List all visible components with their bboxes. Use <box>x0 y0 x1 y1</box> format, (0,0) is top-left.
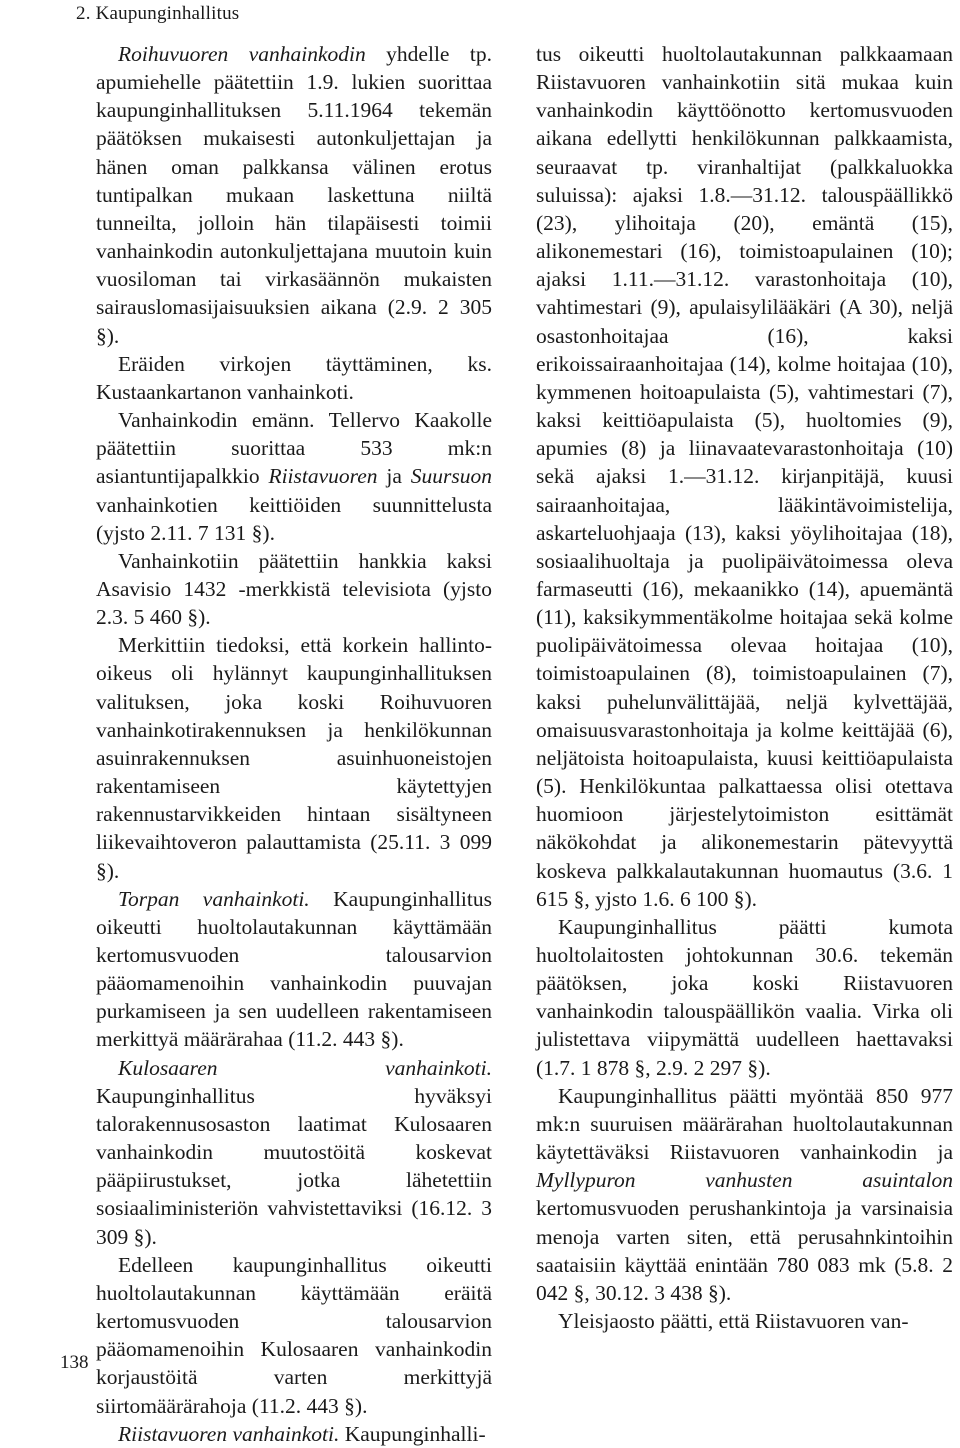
right-column <box>536 40 953 1335</box>
section-title-kulosaari: Kulosaaren vanhainkoti. <box>118 1055 492 1080</box>
paragraph-henkilokunta: tus oikeutti huoltolautakunnan palkkaamaan Riistavuoren vanhainkotiin sitä mukaa kuin vanhainkodin käyttöönotto kertomusvuoden aikana edellytti henkilökunnan palkkaamista, seuraavat tp. viranhaltijat (palkkaluokka suluissa): ajaksi 1.8.—31.12. talouspäällikkö (23), ylihoitaja (20), emäntä (15), alikonemestari (16), toimistoapulainen (10); ajaksi 1.11.—31.12. varastonhoitaja (10), vahtimestari (9), apulaisylilääkäri (A 30), neljä osastonhoitajaa (16), kaksi erikoissairaanhoitajaa (14), kolme hoitajaa (10), kymmenen hoitoapulaista (5), vahtimestari (7), kaksi keittiöapulaista (5), huoltomies (9), apumies (8) ja liinavaatevarastonhoitaja (10) sekä ajaksi 1.—31.12. kirjanpitäjä, kuusi sairaanhoitajaa, lääkintävoimistelija, askarteluohjaaja (13), kaksi yöylihoitajaa (18), sosiaalihuoltaja ja puolipäivätoimessa oleva farmaseutti (16), mekaanikko (14), apuemäntä (11), kaksikymmentäkolme hoitajaa sekä kolme puolipäivätoimessa olevaa hoitajaa (10), toimistoapulainen (8), toimistoapulainen (7), kaksi puhelunvälittäjää, neljä kylvettäjää, omaisuusvarastonhoitaja ja kolme keittäjää (6), neljätoista hoitoapulaista, kuusi keittiöapulaista (5). Henkilökuntaa palkattaessa olisi otettava huomioon järjestelytoimiston esittämät näkökohdat ja alikonemestarin pätevyyttä koskeva palkkalautakunnan huomautus (3.6. 1 615 §, yjsto 1.6. 6 100 §). <box>536 42 953 911</box>
italic-name-suursuo: Suursuon <box>410 464 492 489</box>
italic-name-riistavuori: Riistavuoren <box>268 464 378 489</box>
paragraph-kulosaari-korjaus: Edelleen kaupunginhallitus oikeutti huoltolautakunnan käyttämään eräitä kertomusvuoden talousarvion pääomamenoihin Kulosaaren vanhainkodin korjaustöitä varten merkittyjä siirtomäärärahoja (11.2. 443 §). <box>96 1252 492 1418</box>
paragraph-text: Tellervo Kaakolle päätettiin suorittaa 533 mk:n asiantuntijapalkkio <box>96 408 492 489</box>
paragraph-riistavuori <box>96 1420 492 1448</box>
section-title-torppa: Torpan vanhainkoti. <box>118 886 310 911</box>
paragraph-text: Kaupunginhallitus päätti myöntää 850 977 mk:n suuruisen määrärahan huoltolautakunnan käytettäväksi Riistavuoren vanhainkodin ja <box>536 1083 953 1165</box>
paragraph-maararaha <box>536 1082 953 1307</box>
paragraph-text: ja <box>377 464 411 489</box>
left-column <box>96 40 492 1448</box>
paragraph-talouspaallikko: Kaupunginhallitus päätti kumota huoltolaitosten johtokunnan 30.6. tekemän päätöksen, joka koski Riistavuoren vanhainkodin talouspäällikön vaalia. Virka oli julistettava viipymättä uudelleen haettavaksi (1.7. 1 878 §, 2.9. 2 297 §). <box>536 914 953 1080</box>
italic-name-myllypuro: Myllypuron vanhusten asuintalon <box>536 1168 953 1193</box>
paragraph-televisiot: Vanhainkotiin päätettiin hankkia kaksi Asavisio 1432 -merkkistä televisiota (yjsto 2.3. 5 460 §). <box>96 548 492 630</box>
paragraph-torppa <box>96 885 492 1054</box>
paragraph-roihuvuori <box>96 40 492 350</box>
section-title-riistavuori: Riistavuoren vanhainkoti. <box>118 1421 340 1446</box>
paragraph-text: Kaupunginhallitus hyväksyi talorakennusosaston laatimat Kulosaaren vanhainkodin muutostöitä koskevat pääpiirustukset, jotka lähetettiin sosiaaliministeriön vahvistettaviksi (16.12. 3 309 §). <box>96 1083 492 1249</box>
paragraph-text: Kaupunginhallitus oikeutti huoltolautakunnan käyttämään kertomusvuoden talousarvion pääomamenoihin vanhainkodin puuvajan purkamiseen ja sen uudelleen rakentamiseen merkittyä määrärahaa (11.2. 443 §). <box>96 886 492 1052</box>
paragraph-text: yhdelle tp. apumiehelle päätettiin 1.9. lukien suorittaa kaupunginhallituksen 5.11.1964 tekemän päätöksen mukaisesti autonkuljettajan ja hänen oman palkkansa välinen erotus tuntipalkan mukaan laskettuna niiltä tunneilta, jolloin hän tilapäisesti toimii vanhainkodin autonkuljettajana muutoin kuin vuosiloman tai virkasäännön mukaisten sairauslomasijaisuuksien aikana (2.9. 2 305 §). <box>96 42 492 348</box>
paragraph-lead: Vanhainkodin emänn. <box>118 408 315 433</box>
paragraph-virkojen-tayttaminen: Eräiden virkojen täyttäminen, ks. Kustaankartanon vanhainkoti. <box>96 351 492 404</box>
paragraph-emanta <box>96 406 492 547</box>
running-header: 2. Kaupunginhallitus <box>76 3 240 24</box>
section-title-roihuvuori: Roihuvuoren vanhainkodin <box>118 42 366 66</box>
paragraph-hallinto-oikeus: Merkittiin tiedoksi, että korkein hallinto-oikeus oli hylännyt kaupunginhallituksen valituksen, joka koski Roihuvuoren vanhainkotirakennuksen ja henkilökunnan asuinrakennuksen asuinhuoneistojen rakentamiseen käytettyjen rakennustarvikkeiden hintaan sisältyneen liikevaihtoveron palauttamista (25.11. 3 099 §). <box>96 633 492 883</box>
paragraph-yleisjaosto: Yleisjaosto päätti, että Riistavuoren van- <box>558 1309 909 1334</box>
paragraph-text: Kaupunginhalli- <box>339 1421 486 1446</box>
page-number: 138 <box>60 1352 89 1373</box>
paragraph-text: kertomusvuoden perushankintoja ja varsinaisia menoja varten siten, että perusahnkintoihin saataisiin käyttää enintään 780 083 mk (5.8. 2 042 §, 30.12. 3 438 §). <box>536 1196 953 1305</box>
paragraph-kulosaari <box>96 1054 492 1251</box>
paragraph-text: vanhainkotien keittiöiden suunnittelusta (yjsto 2.11. 7 131 §). <box>96 492 492 545</box>
